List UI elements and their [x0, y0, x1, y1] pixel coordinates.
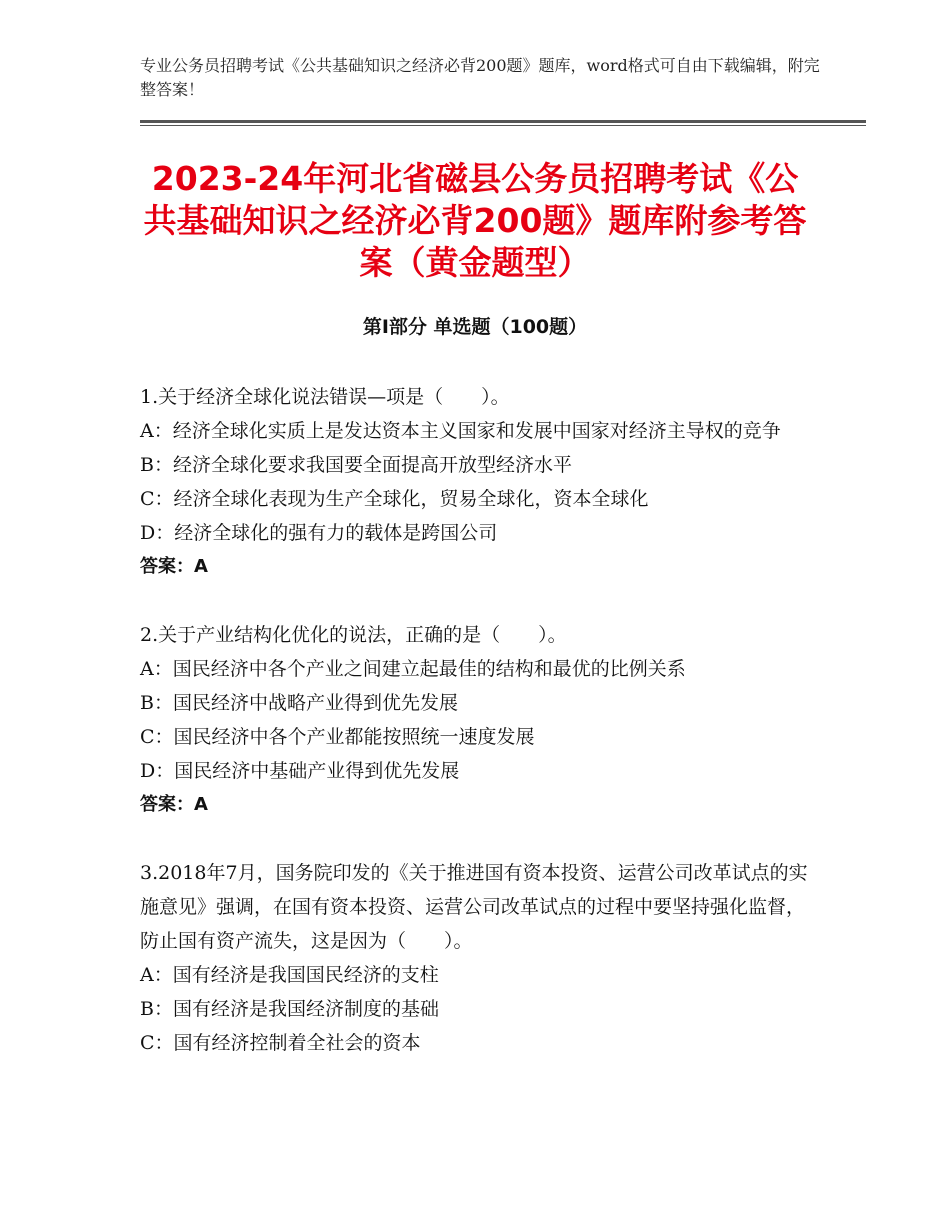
question-2: [140, 618, 820, 822]
option-c: C：经济全球化表现为生产全球化，贸易全球化，资本全球化: [140, 488, 649, 510]
answer-line: 答案：A: [140, 794, 208, 815]
option-b: B：经济全球化要求我国要全面提高开放型经济水平: [140, 454, 572, 476]
option-c: C：国有经济控制着全社会的资本: [140, 1032, 421, 1054]
option-c: C：国民经济中各个产业都能按照统一速度发展: [140, 726, 535, 748]
option-a: A：国民经济中各个产业之间建立起最佳的结构和最优的比例关系: [140, 658, 686, 680]
section-heading: 第Ⅰ部分 单选题（100题）: [362, 316, 588, 338]
option-d: D：国民经济中基础产业得到优先发展: [140, 760, 460, 782]
question-stem: 3.2018年7月，国务院印发的《关于推进国有资本投资、运营公司改革试点的实施意见》强调，在国有资本投资、运营公司改革试点的过程中要坚持强化监督，防止国有资产流失，这是因为（ ）。: [140, 862, 808, 952]
header-divider-thin: [140, 125, 866, 126]
question-3: [140, 856, 820, 1060]
question-stem: 2.关于产业结构化优化的说法，正确的是（ ）。: [140, 624, 567, 646]
document-title: 2023-24年河北省磁县公务员招聘考试《公共基础知识之经济必背200题》题库附参考答案（黄金题型）: [143, 159, 807, 282]
question-1: [140, 380, 820, 584]
question-stem: 1.关于经济全球化说法错误—项是（ ）。: [140, 386, 510, 408]
option-a: A：国有经济是我国国民经济的支柱: [140, 964, 439, 986]
option-b: B：国民经济中战略产业得到优先发展: [140, 692, 458, 714]
option-a: A：经济全球化实质上是发达资本主义国家和发展中国家对经济主导权的竞争: [140, 420, 781, 442]
option-b: B：国有经济是我国经济制度的基础: [140, 998, 439, 1020]
question-list: [140, 380, 820, 1094]
header-note: 专业公务员招聘考试《公共基础知识之经济必背200题》题库，word格式可自由下载编辑，附完整答案！: [140, 56, 820, 99]
header-divider-thick: [140, 120, 866, 123]
option-d: D：经济全球化的强有力的载体是跨国公司: [140, 522, 498, 544]
answer-line: 答案：A: [140, 556, 208, 577]
